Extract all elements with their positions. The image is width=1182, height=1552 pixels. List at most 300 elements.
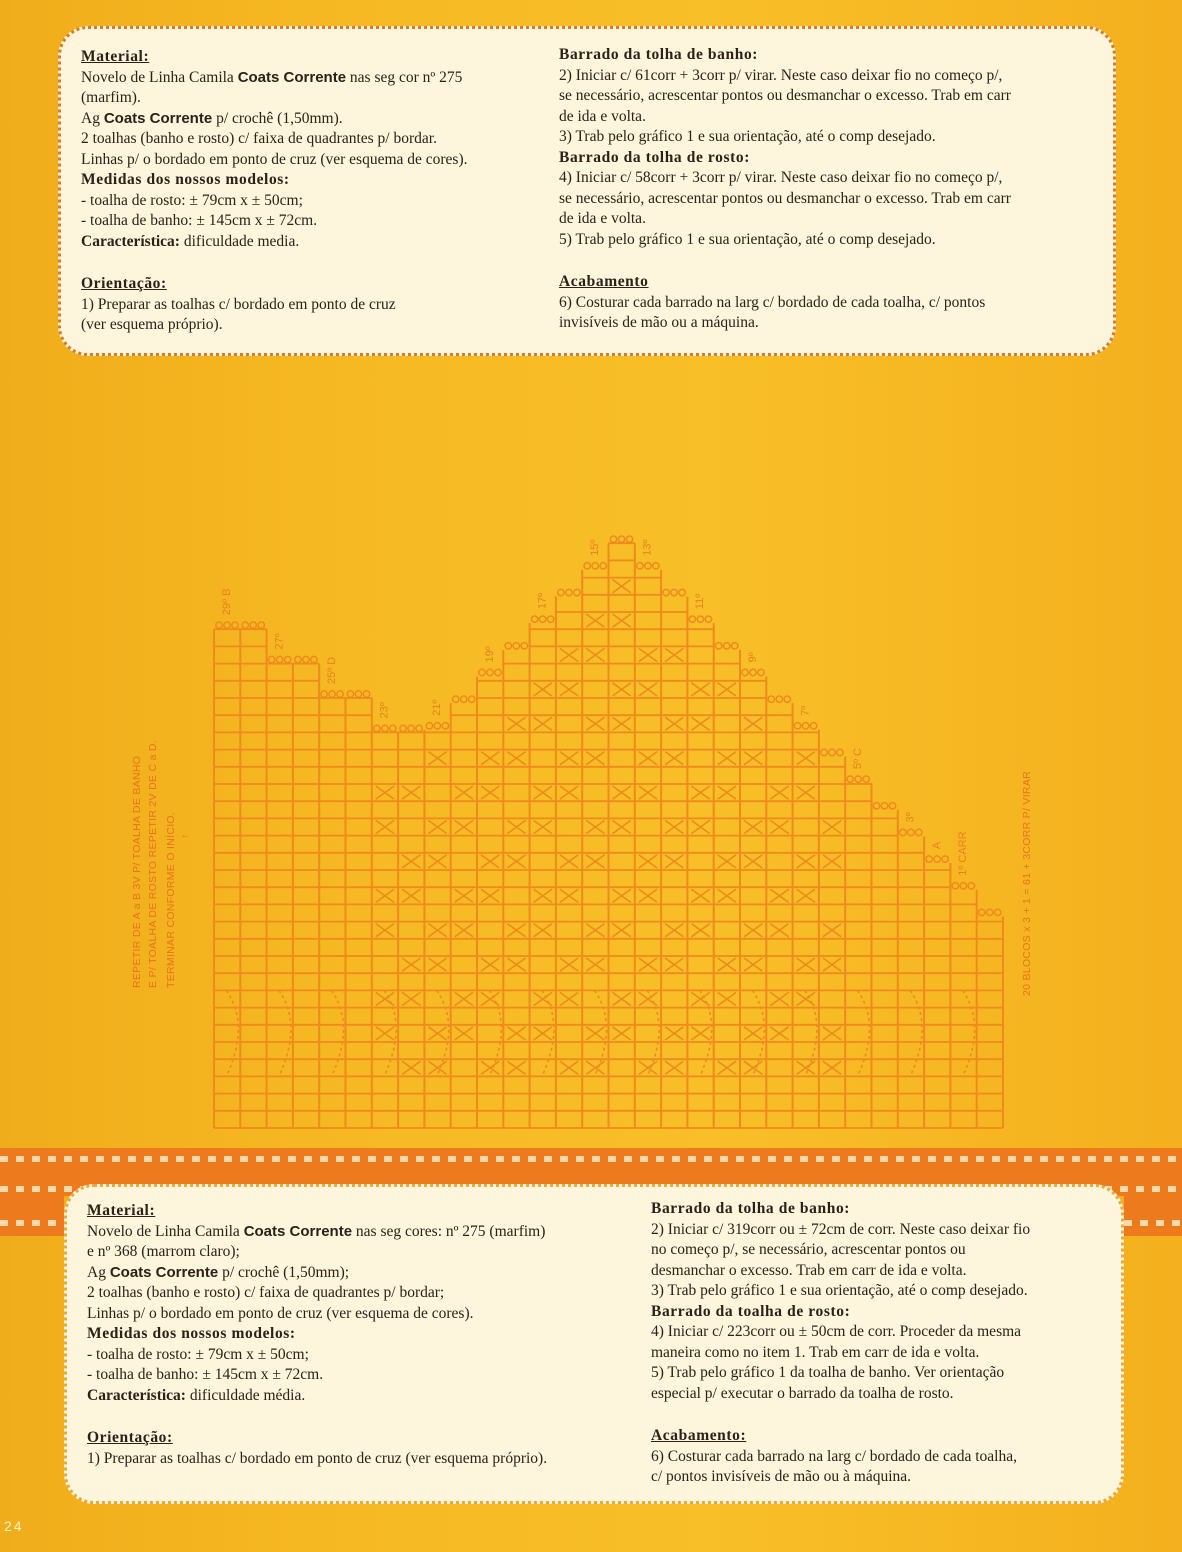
cross-stitch bbox=[744, 1061, 762, 1074]
text-fragment: p/ crochê (1,50mm); bbox=[218, 1263, 350, 1281]
chain-stitch bbox=[705, 616, 711, 622]
cross-stitch bbox=[613, 580, 631, 593]
cross-stitch bbox=[770, 786, 788, 799]
cross-stitch bbox=[691, 820, 709, 833]
row-label: 27º bbox=[273, 633, 286, 650]
chain-stitch bbox=[916, 829, 922, 835]
instruction-line: 5) Trab pelo gráfico 1 da toalha de banho. Ver orientação bbox=[651, 1364, 1005, 1381]
text-fragment: dificuldade média. bbox=[185, 1386, 306, 1404]
chain-stitch bbox=[584, 563, 590, 569]
chain-arc bbox=[963, 990, 975, 1076]
chart-note: TERMINAR CONFORME O INÍCIO. bbox=[165, 811, 177, 988]
chain-stitch bbox=[626, 536, 632, 542]
cross-stitch bbox=[560, 786, 578, 799]
cross-stitch bbox=[534, 717, 552, 730]
instruction-line: 4) Iniciar c/ 58corr + 3corr p/ virar. Neste caso deixar fio no começo p/, bbox=[559, 169, 1003, 186]
cross-stitch bbox=[560, 752, 578, 765]
chain-stitch bbox=[889, 803, 895, 809]
cross-stitch bbox=[744, 924, 762, 937]
cross-stitch bbox=[639, 992, 657, 1005]
chain-stitch bbox=[987, 909, 993, 915]
cross-stitch bbox=[481, 889, 499, 902]
row-label: 19º bbox=[483, 646, 496, 663]
instruction-line: - toalha de banho: ± 145cm x ± 72cm. bbox=[81, 212, 318, 229]
bottom-right-column bbox=[651, 1199, 1111, 1488]
instruction-line: Linhas p/ o bordado em ponto de cruz (ver esquema de cores). bbox=[81, 150, 468, 168]
chain-stitch bbox=[716, 643, 722, 649]
cross-stitch bbox=[613, 1027, 631, 1040]
text-fragment: Ag bbox=[81, 109, 104, 127]
cross-stitch bbox=[797, 958, 815, 971]
decorative-band-left bbox=[0, 1196, 64, 1236]
chain-stitch bbox=[829, 749, 835, 755]
cross-stitch bbox=[797, 1061, 815, 1074]
chain-stitch bbox=[276, 656, 282, 662]
chain-stitch bbox=[873, 803, 879, 809]
chain-stitch bbox=[952, 883, 958, 889]
chain-stitch bbox=[837, 749, 843, 755]
instruction-line: 3) Trab pelo gráfico 1 e sua orientação, até o comp desejado. bbox=[651, 1282, 1028, 1299]
chain-stitch bbox=[574, 589, 580, 595]
instruction-line bbox=[87, 1222, 647, 1243]
cross-stitch bbox=[718, 958, 736, 971]
section-heading: Material: bbox=[87, 1202, 156, 1219]
cross-stitch bbox=[455, 1027, 473, 1040]
instruction-line: 1) Preparar as toalhas c/ bordado em ponto de cruz (ver esquema próprio). bbox=[87, 1449, 548, 1467]
cross-stitch bbox=[560, 1061, 578, 1074]
instruction-line: de ida e volta. bbox=[559, 107, 646, 125]
cross-stitch bbox=[823, 1061, 841, 1074]
chain-stitch bbox=[558, 589, 564, 595]
chain-stitch bbox=[347, 691, 353, 697]
cross-stitch bbox=[534, 924, 552, 937]
cross-stitch bbox=[376, 924, 394, 937]
chain-stitch bbox=[242, 622, 248, 628]
cross-stitch bbox=[428, 752, 446, 765]
cross-stitch bbox=[428, 1061, 446, 1074]
cross-stitch bbox=[770, 992, 788, 1005]
chain-stitch bbox=[408, 725, 414, 731]
chain-stitch bbox=[732, 643, 738, 649]
cross-stitch bbox=[507, 1027, 525, 1040]
section-heading: Acabamento bbox=[559, 273, 649, 290]
chain-arc bbox=[226, 990, 238, 1076]
instruction-line: (marfim). bbox=[81, 89, 141, 106]
chain-stitch bbox=[232, 622, 238, 628]
instruction-line: c/ pontos invisíveis de mão ou à máquina. bbox=[651, 1468, 912, 1485]
cross-stitch bbox=[586, 924, 604, 937]
cross-stitch bbox=[586, 958, 604, 971]
materials-box-bottom bbox=[64, 1184, 1124, 1504]
instruction-line: desmanchar o excesso. Trab em carr de ida e volta. bbox=[651, 1261, 967, 1279]
chain-stitch bbox=[547, 616, 553, 622]
cross-stitch bbox=[586, 1027, 604, 1040]
cross-stitch bbox=[507, 924, 525, 937]
text-fragment: Novelo de Linha Camila bbox=[87, 1222, 244, 1240]
row-label: 1º CARR bbox=[957, 831, 970, 876]
row-label: 5º C bbox=[851, 747, 864, 770]
row-label: 21º bbox=[431, 699, 444, 716]
chain-stitch bbox=[995, 909, 1001, 915]
cross-stitch bbox=[639, 958, 657, 971]
chain-arc bbox=[910, 990, 922, 1076]
cross-stitch bbox=[402, 786, 420, 799]
chain-stitch bbox=[539, 616, 545, 622]
row-label: 13º bbox=[641, 539, 654, 556]
chain-stitch bbox=[487, 669, 493, 675]
row-label: 7º bbox=[799, 705, 812, 716]
chain-stitch bbox=[295, 656, 301, 662]
chain-stitch bbox=[224, 622, 230, 628]
chain-stitch bbox=[637, 563, 643, 569]
cross-stitch bbox=[744, 958, 762, 971]
chain-stitch bbox=[311, 656, 317, 662]
cross-stitch bbox=[744, 820, 762, 833]
chain-stitch bbox=[768, 696, 774, 702]
instruction-line: de ida e volta. bbox=[559, 210, 646, 227]
instruction-line: 2 toalhas (banho e rosto) c/ faixa de quadrantes p/ bordar; bbox=[87, 1284, 445, 1301]
chain-stitch bbox=[908, 829, 914, 835]
cross-stitch bbox=[823, 820, 841, 833]
brand-name: Coats Corrente bbox=[243, 1222, 353, 1240]
cross-stitch bbox=[534, 683, 552, 696]
section-heading: Medidas dos nossos modelos: bbox=[87, 1325, 296, 1342]
chain-stitch bbox=[794, 723, 800, 729]
cross-stitch bbox=[402, 889, 420, 902]
cross-stitch bbox=[455, 992, 473, 1005]
cross-stitch bbox=[823, 855, 841, 868]
cross-stitch bbox=[639, 889, 657, 902]
cross-stitch bbox=[744, 855, 762, 868]
instruction-line: 6) Costurar cada barrado na larg c/ bordado de cada toalha, bbox=[651, 1447, 1017, 1465]
cross-stitch bbox=[613, 992, 631, 1005]
chain-stitch bbox=[374, 725, 380, 731]
cross-stitch bbox=[560, 889, 578, 902]
chain-stitch bbox=[531, 616, 537, 622]
spacer bbox=[87, 1406, 647, 1428]
cross-stitch bbox=[613, 717, 631, 730]
instruction-line: se necessário, acrescentar pontos ou desmanchar o excesso. Trab em carr bbox=[559, 189, 1011, 207]
chain-stitch bbox=[881, 803, 887, 809]
chain-stitch bbox=[618, 536, 624, 542]
chain-stitch bbox=[784, 696, 790, 702]
chain-stitch bbox=[390, 725, 396, 731]
chain-stitch bbox=[329, 691, 335, 697]
chain-stitch bbox=[250, 622, 256, 628]
chain-stitch bbox=[697, 616, 703, 622]
text-fragment: p/ crochê (1,50mm). bbox=[212, 109, 343, 127]
cross-stitch bbox=[507, 1061, 525, 1074]
cross-stitch bbox=[823, 1027, 841, 1040]
chain-stitch bbox=[363, 691, 369, 697]
section-heading: Material: bbox=[81, 48, 150, 65]
chain-stitch bbox=[934, 856, 940, 862]
chain-stitch bbox=[900, 829, 906, 835]
decorative-band-right bbox=[1124, 1196, 1182, 1236]
cross-stitch bbox=[665, 958, 683, 971]
instruction-line: - toalha de rosto: ± 79cm x ± 50cm; bbox=[81, 191, 303, 209]
chain-stitch bbox=[855, 776, 861, 782]
brand-name: Coats Corrente bbox=[103, 109, 213, 127]
chain-stitch bbox=[469, 696, 475, 702]
cross-stitch bbox=[428, 1027, 446, 1040]
chain-stitch bbox=[663, 589, 669, 595]
cross-stitch bbox=[665, 1027, 683, 1040]
cross-stitch bbox=[613, 820, 631, 833]
cross-stitch bbox=[744, 1027, 762, 1040]
cross-stitch bbox=[586, 855, 604, 868]
chain-stitch bbox=[653, 563, 659, 569]
chain-stitch bbox=[610, 536, 616, 542]
chain-stitch bbox=[400, 725, 406, 731]
cross-stitch bbox=[455, 820, 473, 833]
chain-stitch bbox=[942, 856, 948, 862]
chain-stitch bbox=[382, 725, 388, 731]
cross-stitch bbox=[481, 958, 499, 971]
cross-stitch bbox=[613, 786, 631, 799]
cross-stitch bbox=[428, 958, 446, 971]
brand-name: Coats Corrente bbox=[237, 68, 347, 86]
cross-stitch bbox=[534, 992, 552, 1005]
cross-stitch bbox=[691, 889, 709, 902]
cross-stitch bbox=[744, 752, 762, 765]
cross-stitch bbox=[718, 855, 736, 868]
chain-stitch bbox=[592, 563, 598, 569]
cross-stitch bbox=[770, 924, 788, 937]
cross-stitch bbox=[402, 992, 420, 1005]
cross-stitch bbox=[665, 924, 683, 937]
instruction-line bbox=[87, 1263, 647, 1284]
cross-stitch bbox=[586, 648, 604, 661]
instruction-line: 4) Iniciar c/ 223corr ou ± 50cm de corr. Proceder da mesma bbox=[651, 1323, 1022, 1340]
chain-stitch bbox=[416, 725, 422, 731]
cross-stitch bbox=[376, 889, 394, 902]
cross-stitch bbox=[797, 786, 815, 799]
row-label: 29º B bbox=[220, 588, 233, 616]
text-fragment: nas seg cores: nº 275 (marfim) bbox=[352, 1222, 546, 1240]
cross-stitch bbox=[455, 786, 473, 799]
chain-stitch bbox=[645, 563, 651, 569]
chain-stitch bbox=[679, 589, 685, 595]
chain-arc bbox=[858, 990, 870, 1076]
chain-stitch bbox=[566, 589, 572, 595]
cross-stitch bbox=[665, 648, 683, 661]
chain-stitch bbox=[689, 616, 695, 622]
section-heading: Orientação: bbox=[81, 275, 167, 292]
cross-stitch bbox=[770, 889, 788, 902]
cross-stitch bbox=[797, 889, 815, 902]
cross-stitch bbox=[770, 820, 788, 833]
chain-stitch bbox=[750, 669, 756, 675]
chain-stitch bbox=[461, 696, 467, 702]
instruction-line: maneira como no item 1. Trab em carr de ida e volta. bbox=[651, 1343, 980, 1361]
cross-stitch bbox=[455, 889, 473, 902]
section-heading: Acabamento: bbox=[651, 1427, 747, 1444]
text-fragment: Novelo de Linha Camila bbox=[81, 68, 238, 86]
chain-stitch bbox=[979, 909, 985, 915]
section-heading: Barrado da tolha de banho: bbox=[651, 1200, 851, 1217]
chain-stitch bbox=[495, 669, 501, 675]
cross-stitch bbox=[560, 683, 578, 696]
instruction-line bbox=[87, 1386, 647, 1407]
cross-stitch bbox=[534, 820, 552, 833]
cross-stitch bbox=[665, 752, 683, 765]
cross-stitch bbox=[613, 683, 631, 696]
instruction-line: especial p/ executar o barrado da toalha de rosto. bbox=[651, 1384, 954, 1402]
instruction-line: - toalha de rosto: ± 79cm x ± 50cm; bbox=[87, 1345, 309, 1363]
cross-stitch bbox=[586, 717, 604, 730]
row-label: A bbox=[930, 841, 943, 850]
cross-stitch bbox=[691, 1027, 709, 1040]
brand-name: Coats Corrente bbox=[109, 1263, 219, 1281]
instruction-line: 2) Iniciar c/ 61corr + 3corr p/ virar. Neste caso deixar fio no começo p/, bbox=[559, 66, 1003, 84]
chain-stitch bbox=[758, 669, 764, 675]
chain-stitch bbox=[600, 563, 606, 569]
cross-stitch bbox=[586, 752, 604, 765]
cross-stitch bbox=[534, 889, 552, 902]
chain-stitch bbox=[426, 723, 432, 729]
cross-stitch bbox=[507, 958, 525, 971]
text-fragment: Característica: bbox=[87, 1386, 186, 1404]
instruction-line: 5) Trab pelo gráfico 1 e sua orientação, até o comp desejado. bbox=[559, 230, 936, 248]
instruction-line: 1) Preparar as toalhas c/ bordado em ponto de cruz bbox=[81, 295, 396, 313]
chain-stitch bbox=[505, 643, 511, 649]
instruction-line: no começo p/, se necessário, acrescentar pontos ou bbox=[651, 1241, 966, 1258]
cross-stitch bbox=[797, 752, 815, 765]
cross-stitch bbox=[639, 786, 657, 799]
cross-stitch bbox=[639, 683, 657, 696]
cross-stitch bbox=[691, 992, 709, 1005]
instruction-line: (ver esquema próprio). bbox=[81, 316, 223, 333]
text-fragment: Característica: bbox=[81, 232, 180, 250]
chart-note: E P/ TOALHA DE ROSTO REPETIR 2V DE C a D. bbox=[147, 739, 159, 988]
cross-stitch bbox=[665, 820, 683, 833]
cross-stitch bbox=[428, 855, 446, 868]
chain-stitch bbox=[258, 622, 264, 628]
cross-stitch bbox=[718, 752, 736, 765]
cross-stitch bbox=[718, 786, 736, 799]
row-label: 11º bbox=[694, 593, 707, 610]
row-label: 15º bbox=[588, 539, 601, 556]
chain-stitch bbox=[321, 691, 327, 697]
cross-stitch bbox=[428, 924, 446, 937]
cross-stitch bbox=[665, 717, 683, 730]
chart-note: REPETIR DE A a B 3V P/ TOALHA DE BANHO bbox=[131, 755, 143, 988]
bottom-left-column bbox=[87, 1201, 647, 1469]
instruction-line: 6) Costurar cada barrado na larg c/ bordado de cada toalha, c/ pontos bbox=[559, 293, 986, 311]
row-label: 9º bbox=[746, 652, 759, 663]
text-fragment: Ag bbox=[87, 1263, 110, 1281]
cross-stitch bbox=[718, 683, 736, 696]
chain-stitch bbox=[810, 723, 816, 729]
chain-stitch bbox=[960, 883, 966, 889]
section-heading: Barrado da tolha de banho: bbox=[559, 46, 759, 63]
cross-stitch bbox=[823, 924, 841, 937]
cross-stitch bbox=[481, 855, 499, 868]
cross-stitch bbox=[586, 820, 604, 833]
cross-stitch bbox=[586, 614, 604, 627]
section-heading: Medidas dos nossos modelos: bbox=[81, 171, 290, 188]
cross-stitch bbox=[481, 992, 499, 1005]
cross-stitch bbox=[797, 992, 815, 1005]
cross-stitch bbox=[402, 958, 420, 971]
chain-stitch bbox=[847, 776, 853, 782]
row-label: 23º bbox=[378, 702, 391, 719]
instruction-line: 3) Trab pelo gráfico 1 e sua orientação, até o comp desejado. bbox=[559, 128, 936, 145]
cross-stitch bbox=[376, 820, 394, 833]
cross-stitch bbox=[402, 1061, 420, 1074]
cross-stitch bbox=[665, 1061, 683, 1074]
chain-stitch bbox=[742, 669, 748, 675]
cross-stitch bbox=[718, 889, 736, 902]
row-label: 3º bbox=[904, 812, 917, 823]
chain-stitch bbox=[926, 856, 932, 862]
cross-stitch bbox=[560, 648, 578, 661]
cross-stitch bbox=[797, 855, 815, 868]
chart-note: 20 BLOCOS x 3 + 1 = 61 + 3CORR P/ VIRAR bbox=[1021, 770, 1033, 996]
cross-stitch bbox=[402, 855, 420, 868]
cross-stitch bbox=[560, 855, 578, 868]
section-heading: Barrado da toalha de rosto: bbox=[651, 1302, 851, 1320]
chain-stitch bbox=[821, 749, 827, 755]
cross-stitch bbox=[560, 958, 578, 971]
instruction-line: Linhas p/ o bordado em ponto de cruz (ver esquema de cores). bbox=[87, 1304, 474, 1322]
cross-stitch bbox=[639, 1061, 657, 1074]
cross-stitch bbox=[428, 820, 446, 833]
instruction-line: invisíveis de mão ou a máquina. bbox=[559, 314, 759, 331]
chain-stitch bbox=[513, 643, 519, 649]
chain-stitch bbox=[776, 696, 782, 702]
cross-stitch bbox=[770, 1027, 788, 1040]
cross-stitch bbox=[613, 614, 631, 627]
chain-stitch bbox=[268, 656, 274, 662]
cross-stitch bbox=[744, 717, 762, 730]
cross-stitch bbox=[823, 958, 841, 971]
chain-stitch bbox=[671, 589, 677, 595]
instruction-line: 2) Iniciar c/ 319corr ou ± 72cm de corr. Neste caso deixar fio bbox=[651, 1220, 1031, 1238]
chain-arc bbox=[332, 990, 344, 1076]
cross-stitch bbox=[507, 820, 525, 833]
arrow-left-icon: ← bbox=[180, 829, 191, 841]
cross-stitch bbox=[376, 786, 394, 799]
cross-stitch bbox=[586, 1061, 604, 1074]
chain-stitch bbox=[355, 691, 361, 697]
cross-stitch bbox=[718, 992, 736, 1005]
chain-stitch bbox=[521, 643, 527, 649]
cross-stitch bbox=[507, 752, 525, 765]
cross-stitch bbox=[507, 717, 525, 730]
chain-stitch bbox=[303, 656, 309, 662]
text-fragment: dificuldade media. bbox=[179, 232, 300, 250]
chain-stitch bbox=[216, 622, 222, 628]
chain-arc bbox=[279, 990, 291, 1076]
cross-stitch bbox=[613, 889, 631, 902]
instruction-line: se necessário, acrescentar pontos ou desmanchar o excesso. Trab em carr bbox=[559, 87, 1011, 104]
cross-stitch bbox=[534, 786, 552, 799]
cross-stitch bbox=[691, 717, 709, 730]
cross-stitch bbox=[613, 924, 631, 937]
cross-stitch bbox=[481, 752, 499, 765]
chain-stitch bbox=[453, 696, 459, 702]
cross-stitch bbox=[691, 786, 709, 799]
section-heading: Barrado da tolha de rosto: bbox=[559, 148, 750, 166]
section-heading: Orientação: bbox=[87, 1429, 173, 1446]
row-label: 17º bbox=[536, 592, 549, 610]
cross-stitch bbox=[376, 992, 394, 1005]
cross-stitch bbox=[507, 855, 525, 868]
spacer bbox=[651, 1404, 1111, 1426]
chain-stitch bbox=[337, 691, 343, 697]
